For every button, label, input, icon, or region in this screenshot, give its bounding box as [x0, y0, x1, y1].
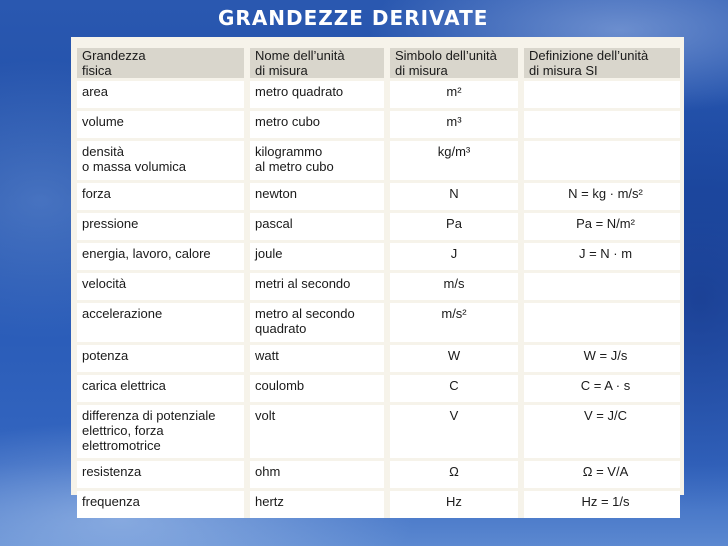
cell-grandezza: resistenza: [77, 461, 244, 488]
header-nome: Nome dell’unità di misura: [244, 48, 384, 78]
cell-simbolo: W: [384, 345, 518, 372]
table-row: [77, 183, 680, 210]
cell-grandezza: volume: [77, 111, 244, 138]
cell-simbolo: J: [384, 243, 518, 270]
table-row: [77, 375, 680, 402]
cell-grandezza: densità o massa volumica: [77, 141, 244, 180]
cell-definizione: [518, 111, 680, 138]
cell-definizione: [518, 141, 680, 180]
cell-nome: newton: [244, 183, 384, 210]
cell-simbolo: m³: [384, 111, 518, 138]
cell-grandezza: velocità: [77, 273, 244, 300]
cell-definizione: W = J/s: [518, 345, 680, 372]
cell-simbolo: kg/m³: [384, 141, 518, 180]
cell-nome: watt: [244, 345, 384, 372]
page-title: GRANDEZZE DERIVATE: [218, 6, 489, 30]
cell-definizione: Hz = 1/s: [518, 491, 680, 518]
cell-simbolo: m²: [384, 81, 518, 108]
header-grandezza: Grandezza fisica: [77, 48, 244, 78]
cell-definizione: [518, 303, 680, 342]
table-row: [77, 141, 680, 180]
table-row: [77, 273, 680, 300]
cell-definizione: J = N · m: [518, 243, 680, 270]
cell-simbolo: C: [384, 375, 518, 402]
table-row: [77, 461, 680, 488]
table-row: [77, 243, 680, 270]
cell-simbolo: Pa: [384, 213, 518, 240]
table-row: [77, 491, 680, 518]
cell-simbolo: m/s: [384, 273, 518, 300]
cell-grandezza: energia, lavoro, calore: [77, 243, 244, 270]
cell-simbolo: V: [384, 405, 518, 458]
cell-simbolo: Hz: [384, 491, 518, 518]
cell-grandezza: area: [77, 81, 244, 108]
cell-grandezza: forza: [77, 183, 244, 210]
cell-grandezza: pressione: [77, 213, 244, 240]
cell-nome: metro cubo: [244, 111, 384, 138]
cell-definizione: [518, 273, 680, 300]
cell-simbolo: Ω: [384, 461, 518, 488]
cell-grandezza: accelerazione: [77, 303, 244, 342]
header-simbolo: Simbolo dell’unità di misura: [384, 48, 518, 78]
cell-grandezza: carica elettrica: [77, 375, 244, 402]
cell-nome: ohm: [244, 461, 384, 488]
cell-definizione: V = J/C: [518, 405, 680, 458]
cell-nome: metro quadrato: [244, 81, 384, 108]
cell-grandezza: differenza di potenziale elettrico, forza elettromotrice: [77, 405, 244, 458]
table-row: [77, 303, 680, 342]
cell-definizione: Pa = N/m²: [518, 213, 680, 240]
cell-grandezza: frequenza: [77, 491, 244, 518]
cell-definizione: C = A · s: [518, 375, 680, 402]
cell-nome: hertz: [244, 491, 384, 518]
cell-definizione: Ω = V/A: [518, 461, 680, 488]
table-row: [77, 405, 680, 458]
cell-definizione: N = kg · m/s²: [518, 183, 680, 210]
cell-nome: coulomb: [244, 375, 384, 402]
cell-nome: metri al secondo: [244, 273, 384, 300]
table-row: [77, 111, 680, 138]
table-row: [77, 345, 680, 372]
units-table-panel: [71, 37, 684, 509]
cell-nome: volt: [244, 405, 384, 458]
cell-nome: kilogrammo al metro cubo: [244, 141, 384, 180]
table-header-row: [77, 48, 680, 78]
cell-nome: metro al secondo quadrato: [244, 303, 384, 342]
table-row: [77, 213, 680, 240]
cell-simbolo: N: [384, 183, 518, 210]
table-row: [77, 81, 680, 108]
derived-units-table: [77, 45, 680, 521]
cell-simbolo: m/s²: [384, 303, 518, 342]
header-definizione: Definizione dell’unità di misura SI: [518, 48, 680, 78]
cell-definizione: [518, 81, 680, 108]
cell-nome: pascal: [244, 213, 384, 240]
cell-grandezza: potenza: [77, 345, 244, 372]
cell-nome: joule: [244, 243, 384, 270]
